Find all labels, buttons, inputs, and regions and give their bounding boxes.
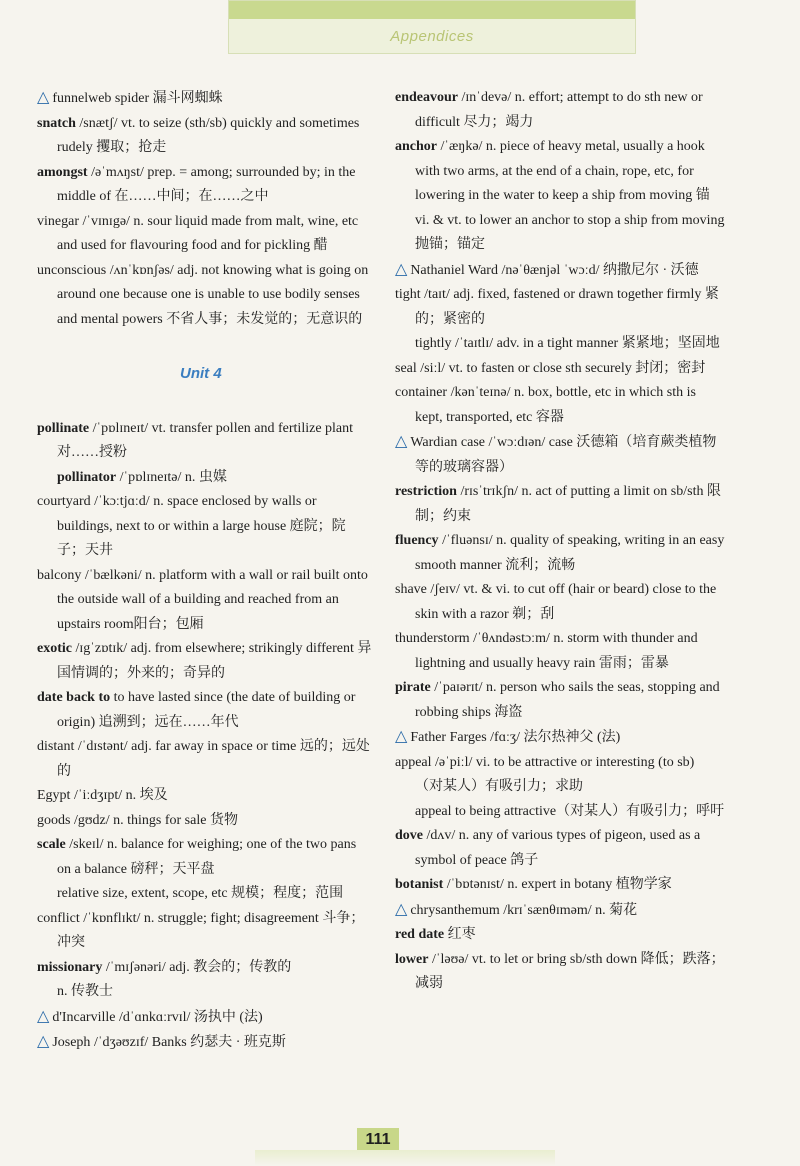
definition: /ˈdʒəʊzɪf/ Banks 约瑟夫 · 班克斯 bbox=[90, 1035, 286, 1050]
glossary-subentry bbox=[395, 800, 725, 825]
glossary-entry bbox=[37, 259, 372, 333]
glossary-entry bbox=[37, 210, 372, 259]
glossary-entry bbox=[395, 480, 725, 529]
proper-noun-triangle-icon: △ bbox=[395, 433, 408, 450]
headword: appeal bbox=[395, 754, 432, 770]
headword: goods bbox=[37, 812, 71, 828]
glossary-entry bbox=[37, 907, 372, 956]
glossary-entry bbox=[395, 824, 725, 873]
glossary-entry bbox=[37, 417, 372, 466]
definition: /ˈdɪstənt/ adj. far away in space or time 远的；远处的 bbox=[57, 739, 370, 779]
definition: /ˈvɪnɪgə/ n. sour liquid made from malt, wine, etc and used for flavouring food and for pickling 醋 bbox=[57, 213, 359, 253]
glossary-entry bbox=[37, 161, 372, 210]
glossary-entry bbox=[37, 490, 372, 564]
glossary-entry bbox=[37, 833, 372, 882]
proper-noun-triangle-icon: △ bbox=[37, 1007, 50, 1025]
glossary-entry bbox=[37, 1030, 372, 1056]
headword: distant bbox=[37, 739, 75, 754]
glossary-entry bbox=[37, 686, 372, 735]
glossary-entry bbox=[395, 948, 725, 997]
headword: pirate bbox=[395, 680, 431, 695]
headword: endeavour bbox=[395, 90, 458, 105]
glossary-entry bbox=[395, 873, 725, 898]
definition: /rɪsˈtrɪkʃn/ n. act of putting a limit on sb/sth 限制；约束 bbox=[415, 484, 721, 524]
glossary-entry bbox=[395, 258, 725, 284]
headword: container bbox=[395, 385, 448, 400]
glossary-entry bbox=[395, 529, 725, 578]
headword: chrysanthemum bbox=[410, 902, 500, 918]
glossary-entry bbox=[37, 784, 372, 809]
glossary-entry bbox=[37, 637, 372, 686]
headword: snatch bbox=[37, 115, 76, 131]
glossary-entry bbox=[395, 283, 725, 332]
definition: /fɑːʒ/ 法尔热神父 (法) bbox=[486, 730, 621, 745]
headword: pollinator bbox=[57, 469, 117, 485]
proper-noun-triangle-icon: △ bbox=[37, 1033, 50, 1050]
definition: /ʃeɪv/ vt. & vi. to cut off (hair or beard) close to the skin with a razor 剃；刮 bbox=[415, 582, 717, 622]
headword: Nathaniel Ward bbox=[410, 262, 498, 278]
headword: pollinate bbox=[37, 420, 90, 436]
definition: /ˈbælkəni/ n. platform with a wall or rail built onto the outside wall of a building and reached from an upstairs room阳台；包厢 bbox=[57, 567, 368, 632]
definition: /ˈkɒnflɪkt/ n. struggle; fight; disagreement 斗争；冲突 bbox=[57, 910, 365, 950]
definition: /ˈiːdʒɪpt/ n. 埃及 bbox=[70, 788, 168, 803]
headword: Joseph bbox=[52, 1035, 91, 1050]
definition: /ˈfluənsɪ/ n. quality of speaking, writing in an easy smooth manner 流利；流畅 bbox=[415, 533, 725, 573]
glossary-entry bbox=[395, 135, 725, 209]
definition: /ˈpɒlɪneɪtə/ n. 虫媒 bbox=[116, 469, 227, 485]
headword: balcony bbox=[37, 567, 82, 583]
proper-noun-triangle-icon: △ bbox=[395, 260, 408, 278]
glossary-entry bbox=[395, 86, 725, 135]
definition: /ˈpaɪərɪt/ n. person who sails the seas, stopping and robbing ships 海盗 bbox=[415, 680, 720, 720]
footer-band bbox=[255, 1150, 555, 1166]
definition: /ɪgˈzɒtɪk/ adj. from elsewhere; strikingly different 异国情调的；外来的；奇异的 bbox=[57, 641, 372, 681]
glossary-entry bbox=[37, 956, 372, 981]
glossary-entry bbox=[37, 1005, 372, 1031]
definition: /ˈbɒtənɪst/ n. expert in botany 植物学家 bbox=[443, 877, 672, 892]
definition: /əˈpiːl/ vi. to be attractive or interesting (to sb) （对某人）有吸引力；求助 bbox=[415, 754, 695, 794]
definition: /krɪˈsænθɪməm/ n. 菊花 bbox=[499, 902, 638, 918]
definition: /ˈpɒlɪneɪt/ vt. transfer pollen and fertilize plant 对……授粉 bbox=[57, 420, 354, 460]
definition: /dˈɑnkɑːrvɪl/ 汤执中 (法) bbox=[115, 1009, 263, 1025]
headword: fluency bbox=[395, 533, 439, 548]
headword: Father Farges bbox=[410, 730, 487, 745]
glossary-entry bbox=[395, 725, 725, 751]
glossary-entry bbox=[395, 430, 725, 480]
definition: /dʌv/ n. any of various types of pigeon, used as a symbol of peace 鸽子 bbox=[415, 828, 701, 868]
glossary-subentry bbox=[37, 466, 372, 491]
definition: /siːl/ vt. to fasten or close sth securely 封闭；密封 bbox=[416, 360, 706, 376]
definition: relative size, extent, scope, etc 规模；程度；范围 bbox=[57, 886, 344, 901]
definition: /ˈæŋkə/ n. piece of heavy metal, usually a hook with two arms, at the end of a chain, rope, etc, for lowering in the water to keep a ship from moving 锚 bbox=[415, 139, 710, 203]
headword: funnelweb spider bbox=[52, 91, 150, 106]
glossary-entry bbox=[37, 86, 372, 112]
headword: amongst bbox=[37, 164, 88, 180]
headword: vinegar bbox=[37, 213, 79, 229]
headword: red date bbox=[395, 927, 445, 942]
definition: tightly /ˈtaɪtlɪ/ adv. in a tight manner 紧紧地；坚固地 bbox=[415, 336, 720, 351]
definition: appeal to being attractive（对某人）有吸引力；呼吁 bbox=[415, 803, 725, 819]
glossary-entry bbox=[37, 112, 372, 161]
definition: /ˈwɔːdɪən/ case 沃德箱（培育蕨类植物等的玻璃容器） bbox=[415, 435, 717, 475]
glossary-entry bbox=[395, 676, 725, 725]
headword: dove bbox=[395, 828, 423, 843]
glossary-subentry bbox=[37, 882, 372, 907]
glossary-entry bbox=[395, 578, 725, 627]
definition: /taɪt/ adj. fixed, fastened or drawn together firmly 紧的；紧密的 bbox=[415, 287, 719, 327]
definition: 漏斗网蜘蛛 bbox=[149, 91, 223, 106]
header-band bbox=[228, 0, 636, 54]
page-number: 111 bbox=[357, 1128, 399, 1152]
glossary-entry bbox=[395, 923, 725, 948]
right-column bbox=[395, 86, 725, 997]
definition: /skeɪl/ n. balance for weighing; one of the two pans on a balance 磅秤；天平盘 bbox=[57, 837, 357, 877]
definition: /ɪnˈdevə/ n. effort; attempt to do sth new or difficult 尽力；竭力 bbox=[415, 90, 703, 130]
left-column bbox=[37, 86, 372, 1056]
headword: Wardian case bbox=[410, 435, 485, 450]
headword: conflict bbox=[37, 910, 80, 926]
headword: seal bbox=[395, 360, 417, 376]
definition: /ʌnˈkɒnʃəs/ adj. not knowing what is going on around one because one is unable to use bodily senses and mental powers 不省人事；未发觉的；无意识的 bbox=[57, 262, 369, 327]
definition: vi. & vt. to lower an anchor to stop a ship from moving 抛锚；锚定 bbox=[415, 212, 725, 252]
glossary-entry bbox=[395, 381, 725, 430]
headword: courtyard bbox=[37, 494, 91, 509]
headword: missionary bbox=[37, 959, 103, 975]
headword: anchor bbox=[395, 139, 437, 154]
headword: Egypt bbox=[37, 788, 71, 803]
proper-noun-triangle-icon: △ bbox=[395, 728, 408, 745]
headword: d'Incarville bbox=[52, 1009, 116, 1025]
headword: date back to bbox=[37, 690, 111, 705]
unit-heading: Unit 4 bbox=[180, 365, 222, 382]
definition: /snætʃ/ vt. to seize (sth/sb) quickly and sometimes rudely 攫取；抢走 bbox=[57, 115, 360, 155]
glossary-entry bbox=[37, 735, 372, 784]
page-header-title: Appendices bbox=[390, 28, 474, 45]
definition: /əˈmʌŋst/ prep. = among; surrounded by; in the middle of 在……中间；在……之中 bbox=[57, 164, 356, 204]
glossary-entry bbox=[37, 809, 372, 834]
definition: /ˈmɪʃənəri/ adj. 教会的；传教的 bbox=[102, 959, 292, 975]
glossary-entry bbox=[395, 627, 725, 676]
glossary-subentry bbox=[37, 980, 372, 1005]
glossary-subentry bbox=[395, 332, 725, 357]
proper-noun-triangle-icon: △ bbox=[37, 89, 50, 106]
headword: thunderstorm bbox=[395, 631, 470, 646]
definition: n. 传教士 bbox=[57, 984, 113, 999]
definition: /ˈθʌndəstɔːm/ n. storm with thunder and lightning and usually heavy rain 雷雨；雷暴 bbox=[415, 631, 698, 671]
glossary-entry bbox=[37, 564, 372, 638]
glossary-entry bbox=[395, 357, 725, 382]
definition: /gʊdz/ n. things for sale 货物 bbox=[70, 812, 238, 828]
headword: tight bbox=[395, 287, 421, 302]
headword: exotic bbox=[37, 641, 72, 656]
proper-noun-triangle-icon: △ bbox=[395, 900, 408, 918]
headword: scale bbox=[37, 837, 66, 852]
glossary-entry bbox=[395, 751, 725, 800]
headword: restriction bbox=[395, 484, 457, 499]
headword: lower bbox=[395, 951, 429, 967]
definition: 红枣 bbox=[444, 927, 476, 942]
glossary-entry bbox=[395, 898, 725, 924]
definition: /ˈləʊə/ vt. to let or bring sb/sth down 降低；跌落；减弱 bbox=[415, 951, 725, 991]
definition: /ˈkɔːtjɑːd/ n. space enclosed by walls or buildings, next to or within a large house 庭院；院子；天井 bbox=[57, 494, 346, 558]
glossary-subentry bbox=[395, 209, 725, 258]
headword: unconscious bbox=[37, 262, 107, 278]
definition: /nəˈθænjəl ˈwɔːd/ 纳撒尼尔 · 沃德 bbox=[497, 262, 699, 278]
headword: shave bbox=[395, 582, 427, 597]
headword: botanist bbox=[395, 877, 444, 892]
definition: to have lasted since (the date of building or origin) 追溯到；远在……年代 bbox=[57, 690, 356, 730]
definition: /kənˈteɪnə/ n. box, bottle, etc in which sth is kept, transported, etc 容器 bbox=[415, 385, 696, 425]
